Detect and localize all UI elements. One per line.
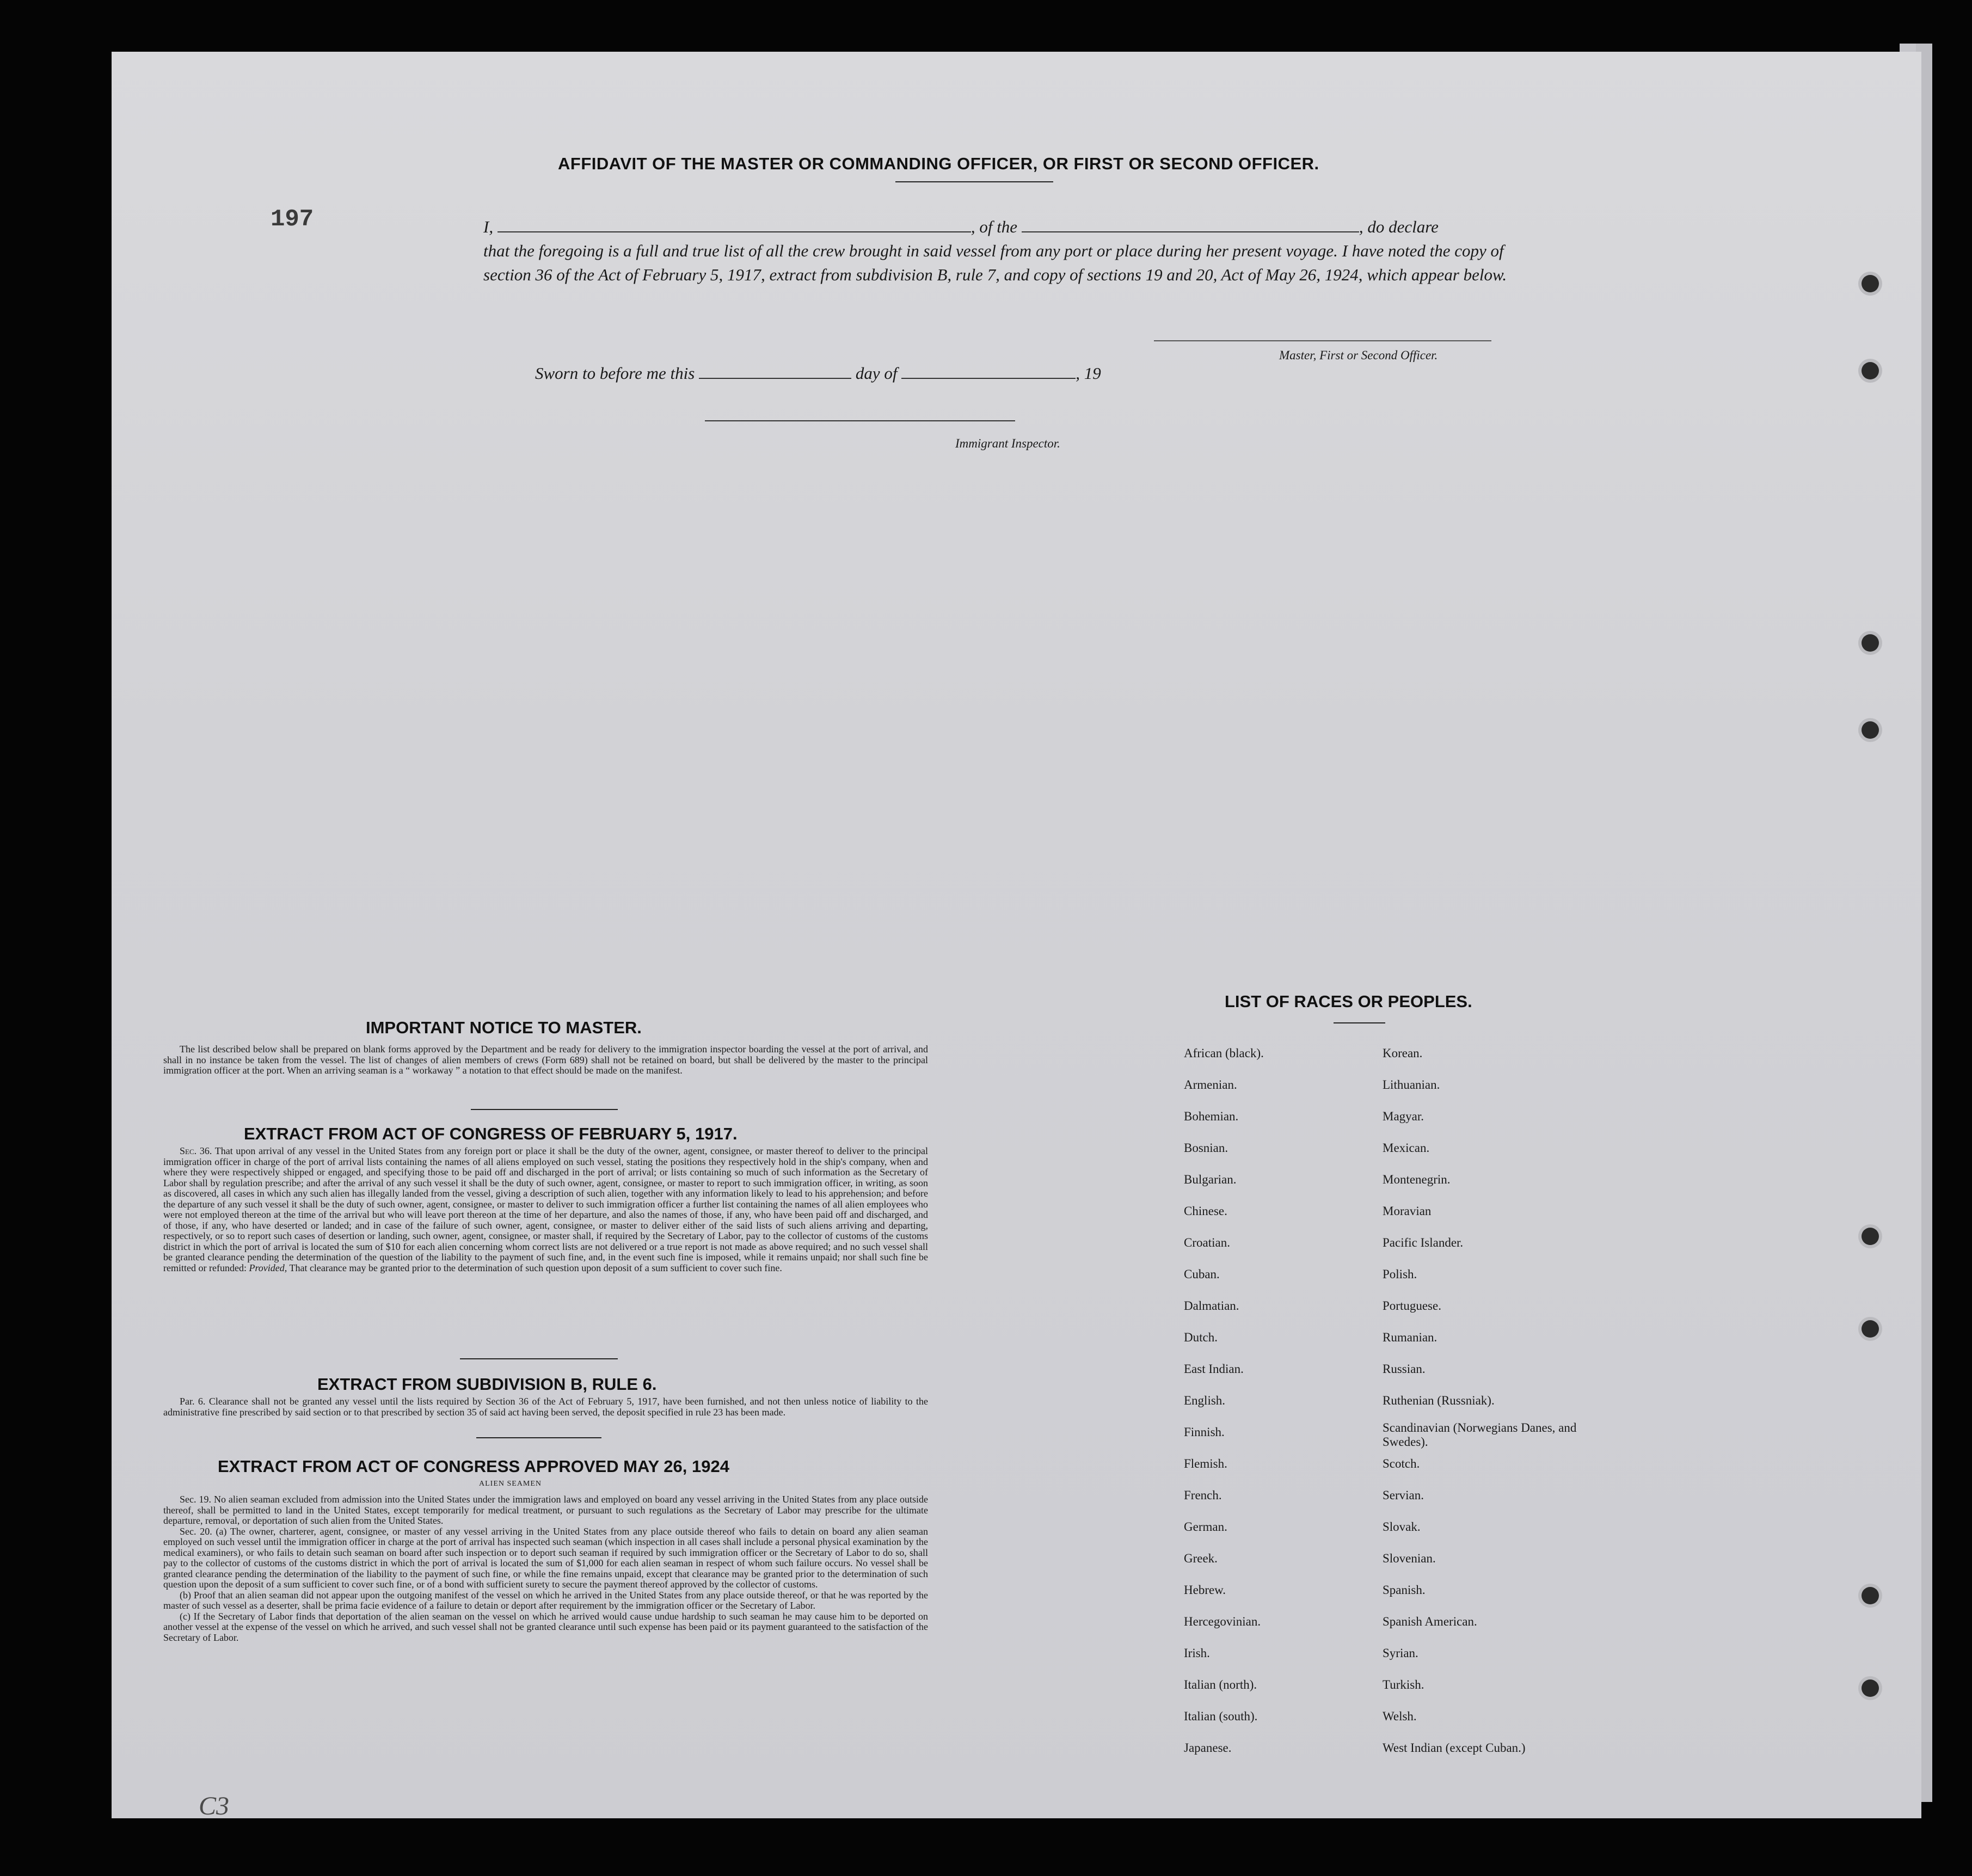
binding-hole: [1862, 1679, 1879, 1697]
race-item: Pacific Islander.: [1383, 1236, 1464, 1249]
race-item: Lithuanian.: [1383, 1078, 1440, 1092]
proviso-label: Provided,: [249, 1262, 287, 1273]
signature-line: [1154, 340, 1491, 341]
sec-20b-paragraph: (b) Proof that an alien seaman did not appear upon the outgoing manifest of the vessel on which he arrived in the United States from any place outside thereof, or that he was reported by the master of such vessel as a deserter, shall be prima facie evidence of a failure to detain or deport after requirement by the immigration officer or the Secretary of Labor.: [163, 1589, 928, 1611]
sec-20c-paragraph: (c) If the Secretary of Labor finds that deportation of the alien seaman on the vessel on which he arrived would cause undue hardship to such seaman he may cause him to be deported on another vessel at the expense of the vessel on which he arrived, and such vessel shall not be granted clearance until such expense has been paid or its payment guaranteed to the satisfaction of the Secretary of Labor.: [163, 1610, 928, 1643]
race-item: East Indian.: [1184, 1362, 1244, 1376]
affidavit-title: AFFIDAVIT OF THE MASTER OR COMMANDING OFFICER, OR FIRST OR SECOND OFFICER.: [558, 154, 1319, 173]
race-item: Turkish.: [1383, 1678, 1424, 1691]
race-item: Ruthenian (Russniak).: [1383, 1394, 1495, 1407]
bleed-through: [348, 139, 378, 163]
sec-36-label: Sec. 36.: [180, 1145, 212, 1156]
race-item: English.: [1184, 1394, 1226, 1407]
sworn-year-blank[interactable]: [1105, 378, 1127, 379]
race-item: Scotch.: [1383, 1457, 1420, 1470]
extract-rule6-paragraph: Par. 6. Clearance shall not be granted any vessel until the lists required by Section 36 of the Act of February 5, 1917, have been furnished, and not then unless notice of liability to the administrative fine prescribed by said section or to that prescribed by section 35 of said act having been served, the deposit specified in rule 23 has been made.: [163, 1396, 928, 1418]
extract-1924-text: [163, 1494, 928, 1643]
race-item: Dalmatian.: [1184, 1299, 1239, 1313]
binding-hole: [1862, 1320, 1879, 1338]
races-heading: LIST OF RACES OR PEOPLES.: [1225, 992, 1472, 1011]
name-blank[interactable]: [497, 231, 971, 232]
race-item: Korean.: [1383, 1046, 1423, 1060]
extract-1917-heading: EXTRACT FROM ACT OF CONGRESS OF FEBRUARY 5, 1917.: [244, 1124, 738, 1143]
race-item: Moravian: [1383, 1204, 1432, 1218]
race-item: Italian (north).: [1184, 1678, 1257, 1691]
affidavit-i: I,: [483, 217, 494, 236]
race-item: French.: [1184, 1488, 1222, 1502]
extract-1917-text: [163, 1146, 928, 1273]
race-item: Servian.: [1383, 1488, 1424, 1502]
binding-hole: [1862, 1587, 1879, 1604]
notice-master-heading: IMPORTANT NOTICE TO MASTER.: [366, 1018, 642, 1037]
sworn-day-blank[interactable]: [699, 378, 851, 379]
notice-master-text: [163, 1044, 928, 1076]
sec-36-text: That upon arrival of any vessel in the United States from any foreign port or place it shall be the duty of the owner, agent, consignee, or master thereof to deliver to the principal immigration officer in charge of the port of arrival lists containing the names of all aliens employed on such vessel, stating the positions they respectively hold in the ship's company, when and where they were respectively shipped or engaged, and specifying those to be paid off and discharged in the port of arrival; or lists containing so much of such information as the Secretary of Labor shall by regulation prescribe; and after the arrival of any such vessel it shall be the duty of such owner, agent, consignee, or master to report to such immigration officer, in writing, as soon as discovered, all cases in which any such alien has illegally landed from the vessel, giving a description of such alien, together with any information likely to lead to his apprehension; and before the departure of any such vessel it shall be the duty of such owner, agent, consignee, or master to deliver to such immigration officer a further list containing the names of all alien employees who were not employed thereon at the time of the arrival but who will leave port thereon at the time of her departure, and also the names of those, if any, who have been paid off and discharged, and of those, if any, who have deserted or landed; and in case of the failure of such owner, agent, consignee, or master to deliver either of the said lists of such aliens arriving and departing, respectively, or so to report such cases of desertion or landing, such owner, agent, consignee, or master shall, if required by the Secretary of Labor, pay to the collector of customs of the customs district in which the port of arrival is located the sum of $10 for each alien concerning whom correct lists are not delivered or a true report is not made as above required; and no such vessel shall be granted clearance pending the determination of the question of the liability to the payment of such fine, and, in the event such fine is imposed, while it remains unpaid; nor shall such fine be remitted or refunded:: [163, 1145, 928, 1273]
race-item: Hercegovinian.: [1184, 1615, 1261, 1628]
binding-hole: [1862, 275, 1879, 292]
race-item: Finnish.: [1184, 1425, 1225, 1439]
affidavit-of-the: , of the: [970, 217, 1018, 236]
binding-hole: [1862, 721, 1879, 739]
race-item: Bosnian.: [1184, 1141, 1228, 1155]
race-item: Bohemian.: [1184, 1109, 1239, 1123]
race-item: Scandinavian (Norwegians Danes, and Swedes).: [1383, 1421, 1577, 1449]
race-item: Welsh.: [1383, 1709, 1417, 1723]
extract-rule6-heading: EXTRACT FROM SUBDIVISION B, RULE 6.: [317, 1375, 657, 1394]
corner-mark: C3: [199, 1792, 230, 1820]
race-item: Rumanian.: [1383, 1331, 1437, 1344]
binding-hole: [1862, 362, 1879, 379]
sworn-prefix: Sworn to before me this: [535, 364, 695, 383]
race-item: Montenegrin.: [1383, 1173, 1451, 1186]
sworn-line: [535, 364, 1127, 383]
race-item: Cuban.: [1184, 1267, 1220, 1281]
signature-caption: Master, First or Second Officer.: [1279, 348, 1438, 362]
title-rule: [895, 181, 1053, 182]
vessel-blank[interactable]: [1022, 231, 1359, 232]
sworn-day-of: day of: [855, 364, 898, 383]
inspector-line: [705, 420, 1015, 421]
notice-master-paragraph: The list described below shall be prepared on blank forms approved by the Department and be ready for delivery to the immigration inspector boarding the vessel at the port of arrival, and shall in no instance be taken from the vessel. The list of changes of alien members of crews (Form 689) shall not be retained on board, but shall be delivered by the master to the principal immigration officer at the port. When an arriving seaman is a “ workaway ” a notation to that effect should be made on the manifest.: [163, 1044, 928, 1076]
affidavit-do-declare: , do declare: [1359, 217, 1439, 236]
race-item: Spanish.: [1383, 1583, 1426, 1597]
section-rule: [471, 1109, 618, 1110]
race-item: West Indian (except Cuban.): [1383, 1741, 1526, 1755]
inspector-caption: Immigrant Inspector.: [955, 437, 1060, 450]
race-item: Italian (south).: [1184, 1709, 1258, 1723]
sec-19-paragraph: Sec. 19. No alien seaman excluded from admission into the United States under the immigration laws and employed on board any vessel arriving in the United States from any place outside thereof, shall be permitted to land in the United States, except temporarily for medical treatment, or pursuant to such regulations as the Secretary of Labor may prescribe for the ultimate departure, removal, or deportation of such alien from the United States.: [163, 1494, 928, 1526]
binding-hole: [1862, 1228, 1879, 1245]
race-item: Greek.: [1184, 1552, 1218, 1565]
section-rule: [476, 1437, 601, 1438]
binding-hole: [1862, 634, 1879, 652]
bleed-through: [1091, 444, 1110, 460]
sworn-month-blank[interactable]: [901, 378, 1076, 379]
race-item: Portuguese.: [1383, 1299, 1441, 1313]
race-item: Chinese.: [1184, 1204, 1227, 1218]
extract-1917-paragraph: [163, 1146, 928, 1273]
race-item: Bulgarian.: [1184, 1173, 1237, 1186]
affidavit-text: that the foregoing is a full and true list of all the crew brought in said vessel from any port or place during her present voyage. I have noted the copy of section 36 of the Act of February 5, 1917, extract from subdivision B, rule 7, and copy of sections 19 and 20, Act of May 26, 1924, which appear below.: [483, 241, 1507, 284]
race-item: African (black).: [1184, 1046, 1264, 1060]
race-item: Irish.: [1184, 1646, 1210, 1660]
race-item: Syrian.: [1383, 1646, 1418, 1660]
race-item: Polish.: [1383, 1267, 1417, 1281]
sworn-year: , 19: [1076, 364, 1101, 383]
alien-seamen-subheading: ALIEN SEAMEN: [479, 1480, 542, 1488]
extract-rule6-text: [163, 1396, 928, 1418]
sec-20a-paragraph: Sec. 20. (a) The owner, charterer, agent, consignee, or master of any vessel arriving in the United States from any place outside thereof who fails to detain on board any alien seaman employed on such vessel until the immigration officer in charge at the port of arrival has inspected such seaman (which inspection in all cases shall include a personal physical examination by the medical examiners), or who fails to detain such seaman on board after such inspection or to deport such seaman if required by such immigration officer or the Secretary of Labor to do so, shall pay to the collector of customs of the customs district in which the port of arrival is located the sum of $1,000 for each alien seaman in respect of whom such failure occurs. No vessel shall be granted clearance pending the determination of the liability to the payment of such fine, or while the fine remains unpaid, except that clearance may be granted prior to the determination of such question upon the deposit of a sum sufficient to cover such fine, or of a bond with sufficient surety to secure the payment thereof approved by the collector of customs.: [163, 1525, 928, 1590]
race-item: Russian.: [1383, 1362, 1426, 1376]
race-item: Spanish American.: [1383, 1615, 1477, 1628]
race-item: Armenian.: [1184, 1078, 1237, 1092]
race-item: Slovenian.: [1383, 1552, 1436, 1565]
race-item: Magyar.: [1383, 1109, 1424, 1123]
race-item: German.: [1184, 1520, 1227, 1534]
section-rule: [460, 1358, 618, 1359]
races-rule: [1334, 1022, 1385, 1023]
race-item: Hebrew.: [1184, 1583, 1226, 1597]
race-item: Dutch.: [1184, 1331, 1218, 1344]
proviso-text: That clearance may be granted prior to the determination of such question upon deposit of a sum sufficient to cover such fine.: [289, 1262, 782, 1273]
race-item: Slovak.: [1383, 1520, 1421, 1534]
stamp-number: 197: [271, 206, 314, 233]
race-item: Croatian.: [1184, 1236, 1230, 1249]
race-item: Flemish.: [1184, 1457, 1227, 1470]
extract-1924-heading: EXTRACT FROM ACT OF CONGRESS APPROVED MAY 26, 1924: [218, 1457, 729, 1476]
affidavit-body: [483, 215, 1512, 287]
race-item: Japanese.: [1184, 1741, 1232, 1755]
race-item: Mexican.: [1383, 1141, 1430, 1155]
